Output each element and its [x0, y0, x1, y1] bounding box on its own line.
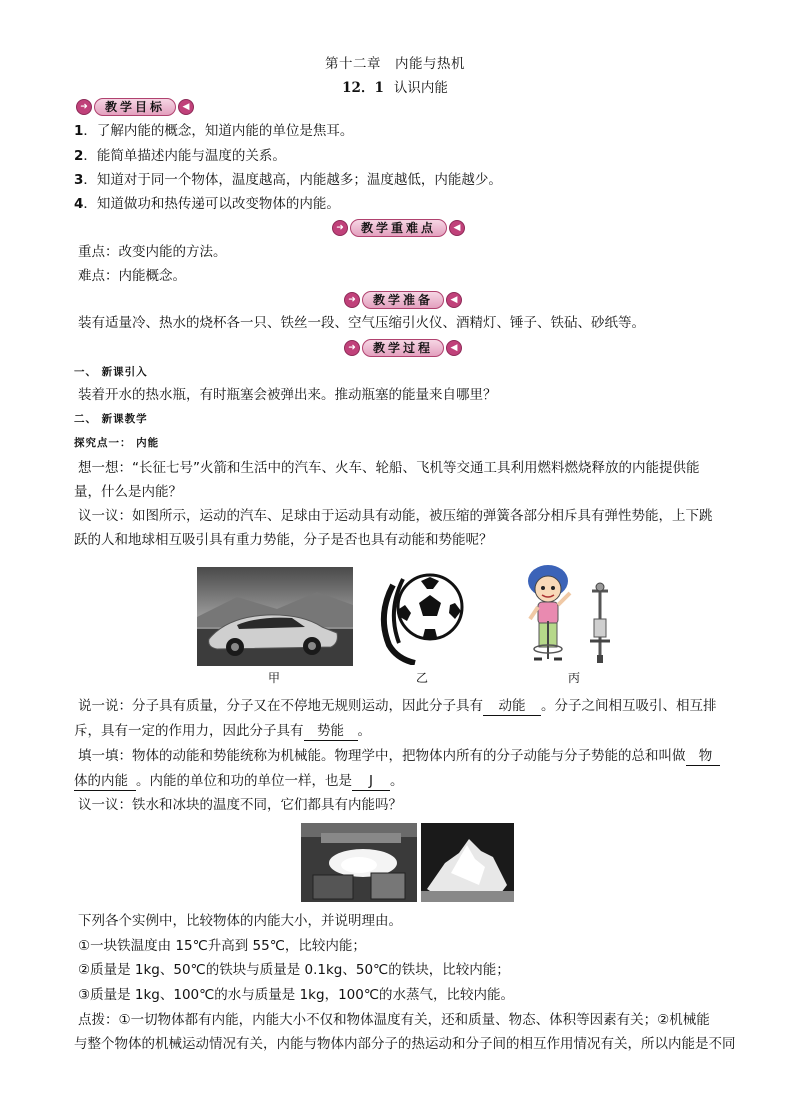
preparation-badge: [344, 290, 462, 310]
blank-answer: 动能: [483, 697, 541, 716]
goal-text: ．能简单描述内能与温度的关系。: [83, 148, 286, 164]
fill-text: 。内能的单位和功的单位一样，也是: [136, 773, 352, 789]
fill-text: 。: [390, 773, 404, 789]
fill-line: [74, 772, 774, 791]
arrow-left-icon: ◀: [446, 292, 462, 308]
key-points-badge-label: 教学重难点: [350, 219, 447, 237]
pogo-stick-drawing: [520, 563, 620, 667]
think-line: 想一想：“长征七号”火箭和生活中的汽车、火车、轮船、飞机等交通工具利用燃料燃烧释放的内能提供能: [78, 460, 700, 476]
blank-answer: 物: [686, 747, 720, 766]
hint-line: 与整个物体的机械运动情况有关，内能与物体内部分子的热运动和分子间的相互作用情况有关，所以内能是不同: [74, 1036, 736, 1052]
discuss-line: 议一议：如图所示，运动的汽车、足球由于运动具有动能，被压缩的弹簧各部分相斥具有弹性势能，上下跳: [78, 508, 713, 524]
part1-heading: 一、 新课引入: [74, 366, 148, 378]
goal-text: ．知道对于同一个物体，温度越高，内能越多；温度越低，内能越少。: [83, 172, 502, 188]
ice-block-photo: [421, 823, 514, 902]
part1-text: 装着开水的热水瓶，有时瓶塞会被弹出来。推动瓶塞的能量来自哪里？: [78, 387, 497, 403]
preparation-badge-label: 教学准备: [362, 291, 444, 309]
goal-text: ．了解内能的概念，知道内能的单位是焦耳。: [83, 123, 354, 139]
goal-number: 4: [74, 196, 84, 212]
car-photo: [197, 567, 353, 666]
process-badge-label: 教学过程: [362, 339, 444, 357]
soccer-ball-drawing: [375, 565, 465, 665]
process-badge: [344, 338, 462, 358]
section-title-text: 认识内能: [393, 80, 448, 96]
example-item: ②质量是 1kg、50℃的铁块与质量是 0.1kg、50℃的铁块，比较内能；: [78, 962, 510, 978]
figure-label-b: 乙: [416, 671, 429, 685]
arrow-right-icon: ➜: [332, 220, 348, 236]
fill-text: 填一填：物体的动能和势能统称为机械能。物理学中，把物体内所有的分子动能与分子势能的总和叫做: [78, 748, 686, 764]
arrow-left-icon: ◀: [449, 220, 465, 236]
key-point-difficulty: 难点：内能概念。: [78, 268, 186, 284]
goal-item: [74, 122, 774, 140]
molten-iron-photo: [301, 823, 417, 902]
goals-badge: [76, 97, 194, 117]
arrow-left-icon: ◀: [178, 99, 194, 115]
goal-item: [74, 147, 774, 165]
goal-number: 2: [74, 148, 84, 164]
say-text: 说一说：分子具有质量，分子又在不停地无规则运动，因此分子具有: [78, 698, 483, 714]
figure-label-c: 丙: [568, 671, 581, 685]
key-point-focus: 重点：改变内能的方法。: [78, 244, 227, 260]
goal-number: 3: [74, 172, 84, 188]
section-number: 12．1: [342, 80, 384, 96]
say-line: [74, 722, 774, 741]
goal-item: [74, 171, 774, 189]
explore-heading: 探究点一： 内能: [74, 437, 160, 449]
discuss-line: 跃的人和地球相互吸引具有重力势能，分子是否也具有动能和势能呢？: [74, 532, 493, 548]
preparation-text: 装有适量冷、热水的烧杯各一只、铁丝一段、空气压缩引火仪、酒精灯、锤子、铁砧、砂纸等。: [78, 315, 645, 331]
goal-text: ．知道做功和热传递可以改变物体的内能。: [83, 196, 340, 212]
say-text: 斥，具有一定的作用力，因此分子具有: [74, 723, 304, 739]
example-item: ③质量是 1kg、100℃的水与质量是 1kg，100℃的水蒸气，比较内能。: [78, 987, 514, 1003]
blank-answer: 势能: [304, 722, 358, 741]
fill-line: [78, 747, 778, 766]
figure-label-a: 甲: [268, 671, 281, 685]
goals-badge-label: 教学目标: [94, 98, 176, 116]
goal-item: [74, 195, 774, 213]
hint-line: 点拨：①一切物体都有内能，内能大小不仅和物体温度有关，还和质量、物态、体积等因素有关；②机械能: [78, 1012, 710, 1028]
goal-number: 1: [74, 123, 84, 139]
part2-heading: 二、 新课教学: [74, 413, 148, 425]
say-text: 。: [357, 723, 371, 739]
say-line: [78, 697, 778, 716]
arrow-right-icon: ➜: [344, 292, 360, 308]
arrow-right-icon: ➜: [344, 340, 360, 356]
key-points-badge: [332, 218, 465, 238]
arrow-left-icon: ◀: [446, 340, 462, 356]
blank-answer: 体的内能: [74, 772, 136, 791]
think-line: 量，什么是内能？: [74, 484, 182, 500]
example-item: ①一块铁温度由 15℃升高到 55℃，比较内能；: [78, 938, 366, 954]
discuss-line: 议一议：铁水和冰块的温度不同，它们都具有内能吗？: [78, 797, 402, 813]
say-text: 。分子之间相互吸引、相互排: [541, 698, 717, 714]
chapter-title: 第十二章 内能与热机: [325, 56, 465, 72]
blank-answer: J: [352, 772, 390, 791]
compare-intro: 下列各个实例中，比较物体的内能大小，并说明理由。: [78, 913, 402, 929]
arrow-right-icon: ➜: [76, 99, 92, 115]
section-title: [0, 76, 790, 96]
